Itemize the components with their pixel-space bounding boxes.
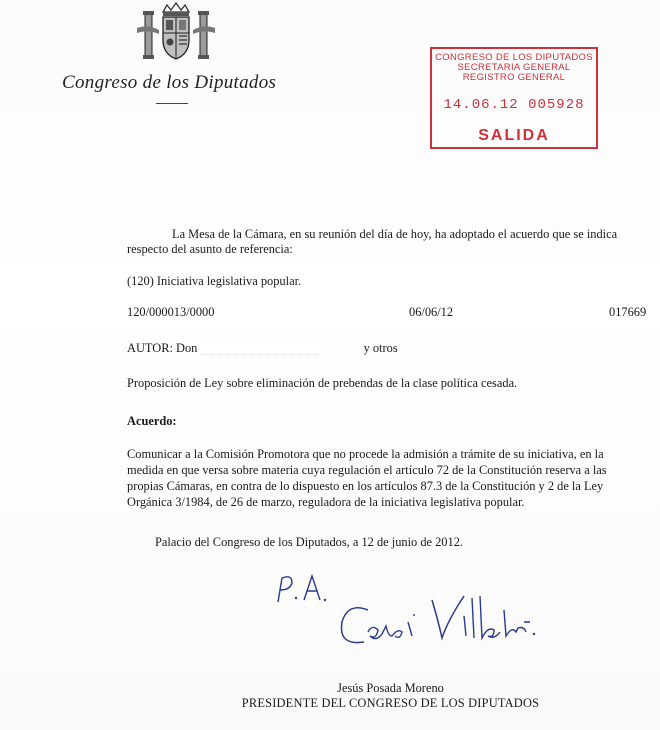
stamp-line-1: CONGRESO DE LOS DIPUTADOS xyxy=(435,52,593,63)
header-divider xyxy=(156,103,188,104)
signer-name: Jesús Posada Moreno xyxy=(337,681,444,695)
reference-number: 120/000013/0000 xyxy=(127,305,215,319)
intro-text-2: respecto del asunto de referencia: xyxy=(127,242,293,256)
intro-text: La Mesa de la Cámara, en su reunión del día de hoy, ha adoptado el acuerdo que se indica xyxy=(172,227,618,241)
proposal-title: Proposición de Ley sobre eliminación de prebendas de la clase política cesada. xyxy=(127,376,518,390)
agreement-line-1: Comunicar a la Comisión Promotora que no procede la admisión a trámite de su iniciativa, en la xyxy=(127,447,604,461)
redacted-name xyxy=(200,343,320,355)
signer-title: PRESIDENTE DEL CONGRESO DE LOS DIPUTADOS xyxy=(241,696,540,710)
agreement-line-2: medida en que versa sobre materia cuya regulación el artículo 72 de la Constitución reserva a las xyxy=(127,463,607,477)
handwritten-signature xyxy=(268,570,578,670)
initiative-type: (120) Iniciativa legislativa popular. xyxy=(127,274,302,288)
stamp-line-3: REGISTRO GENERAL xyxy=(462,72,566,83)
stamp-number: 14.06.12 005928 xyxy=(443,97,585,113)
author-suffix: y otros xyxy=(363,341,398,355)
agreement-line-4: Orgánica 3/1984, de 26 de marzo, reguladora de la iniciativa legislativa popular. xyxy=(127,495,525,509)
reference-code: 017669 xyxy=(609,305,647,319)
agreement-heading: Acuerdo: xyxy=(127,414,177,428)
coat-of-arms-icon xyxy=(133,2,219,64)
reference-date: 06/06/12 xyxy=(409,305,454,319)
agreement-line-3: propias Cámaras, en contra de lo dispuesto en los artículos 87.3 de la Constitución y 2 de la Ley xyxy=(127,479,604,493)
author-label: AUTOR: Don xyxy=(127,341,198,355)
author-line xyxy=(127,341,398,356)
institution-name: Congreso de los Diputados xyxy=(62,72,277,93)
stamp-line-2: SECRETARIA GENERAL xyxy=(457,62,571,73)
registry-stamp xyxy=(430,47,598,149)
place-and-date: Palacio del Congreso de los Diputados, a 12 de junio de 2012. xyxy=(155,535,463,549)
stamp-label: SALIDA xyxy=(478,127,550,144)
